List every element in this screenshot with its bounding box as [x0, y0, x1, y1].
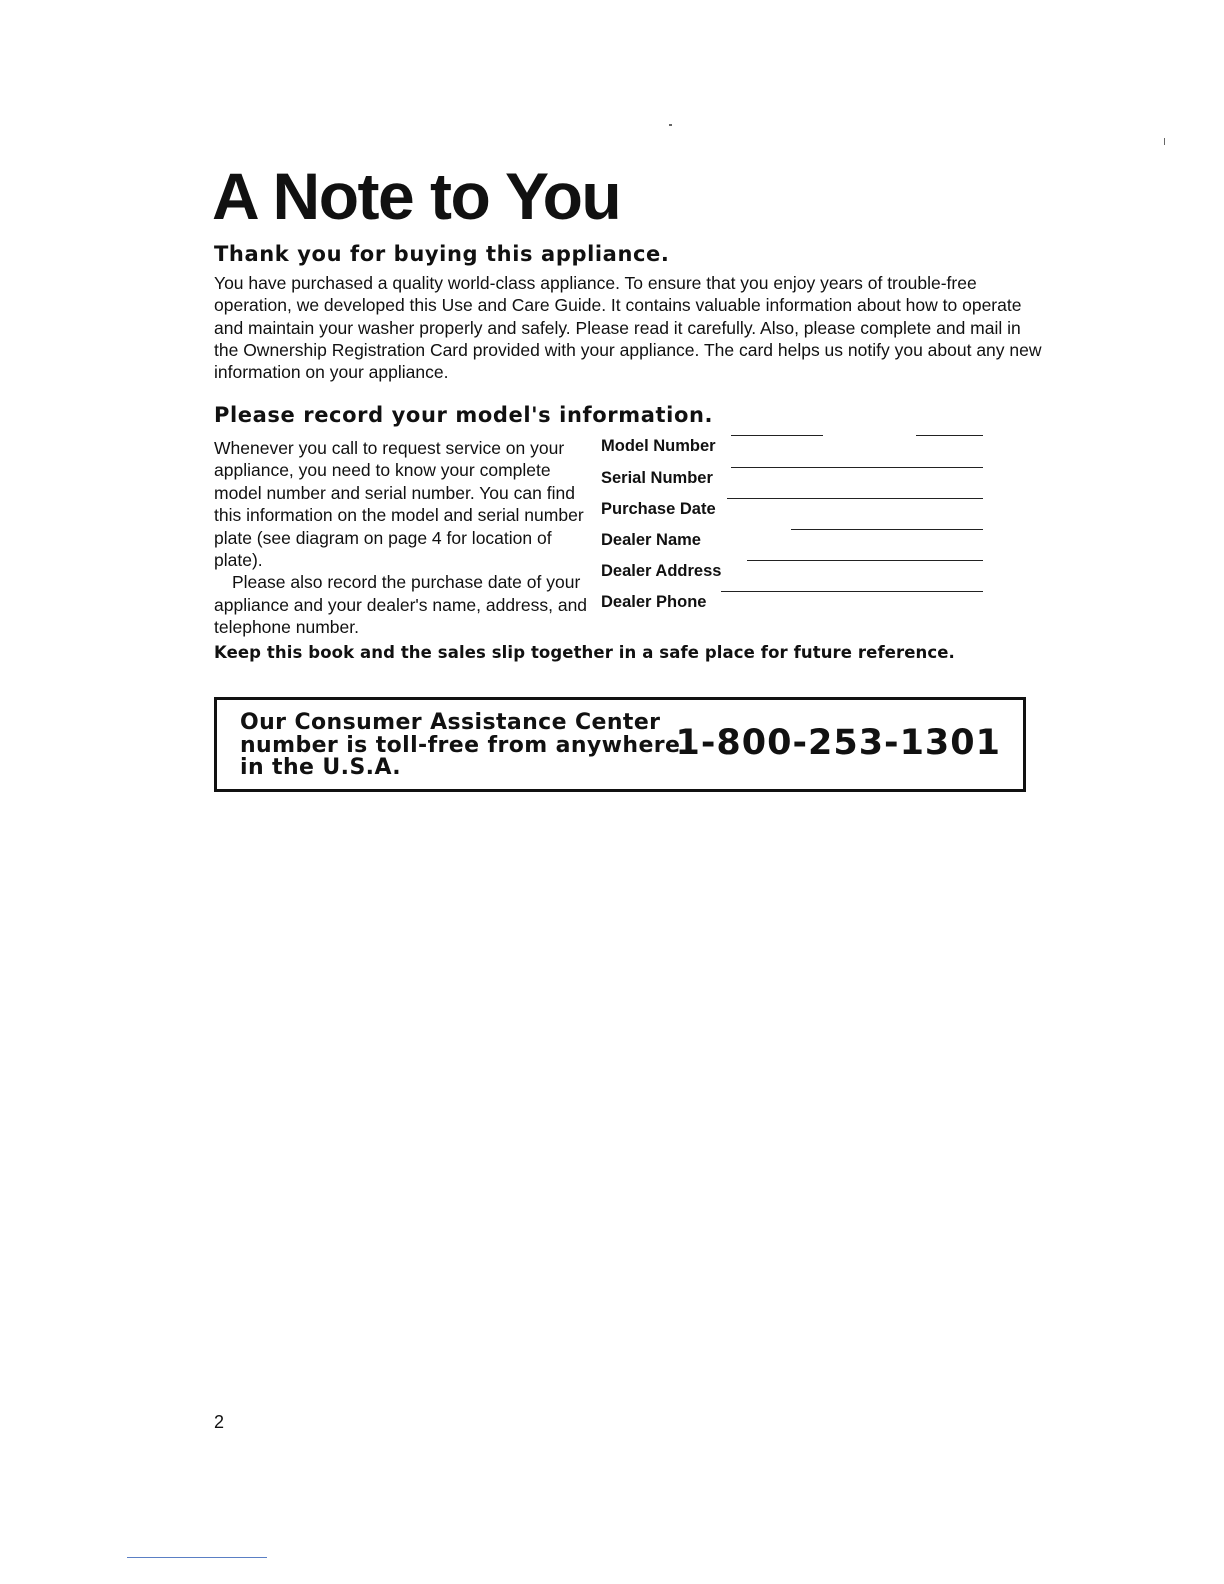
- assistance-line: Our Consumer Assistance Center: [240, 710, 661, 735]
- field-label: Dealer Name: [601, 531, 701, 549]
- record-instructions-para2: Please also record the purchase date of your appliance and your dealer's name, address, and telephone number.: [214, 572, 588, 638]
- field-label: Dealer Phone: [601, 593, 707, 611]
- assistance-text: [240, 712, 680, 780]
- scan-speck: [1164, 138, 1165, 145]
- footer-rule: [127, 1557, 267, 1558]
- record-instructions-para1: Whenever you call to request service on your appliance, you need to know your complete model number and serial number. You can find this information on the model and serial number plate (see diagram on page 4 for location of plate).: [214, 438, 584, 571]
- field-line[interactable]: [721, 591, 983, 592]
- page-number: 2: [214, 1412, 225, 1432]
- scan-speck: [669, 124, 672, 126]
- thank-you-heading: Thank you for buying this appliance.: [214, 242, 670, 266]
- field-line[interactable]: [791, 529, 983, 530]
- record-info-heading: Please record your model's information.: [214, 403, 714, 427]
- record-instructions: [214, 437, 599, 639]
- field-label: Dealer Address: [601, 562, 722, 580]
- field-line[interactable]: [727, 498, 983, 499]
- field-line[interactable]: [747, 560, 983, 561]
- assistance-phone-number[interactable]: 1-800-253-1301: [675, 723, 1001, 763]
- field-line[interactable]: [731, 467, 983, 468]
- thank-you-body: You have purchased a quality world-class appliance. To ensure that you enjoy years of trouble-free operation, we developed this Use and Care Guide. It contains valuable information about how to operate and maintain your washer properly and safely. Please read it carefully. Also, please complete and mail in the Ownership Registration Card provided with your appliance. The card helps us notify you about any new information on your appliance.: [214, 273, 1042, 383]
- field-line[interactable]: [916, 435, 983, 436]
- assistance-line: number is toll-free from anywhere: [240, 732, 681, 758]
- field-label: Purchase Date: [601, 500, 716, 518]
- field-line[interactable]: [731, 435, 823, 436]
- field-label: Model Number: [601, 437, 716, 455]
- consumer-assistance-box: [214, 697, 1026, 792]
- assistance-line: in the U.S.A.: [240, 755, 402, 780]
- field-label: Serial Number: [601, 469, 713, 487]
- keep-book-note: Keep this book and the sales slip together in a safe place for future reference.: [214, 643, 955, 662]
- page-title: A Note to You: [212, 159, 621, 233]
